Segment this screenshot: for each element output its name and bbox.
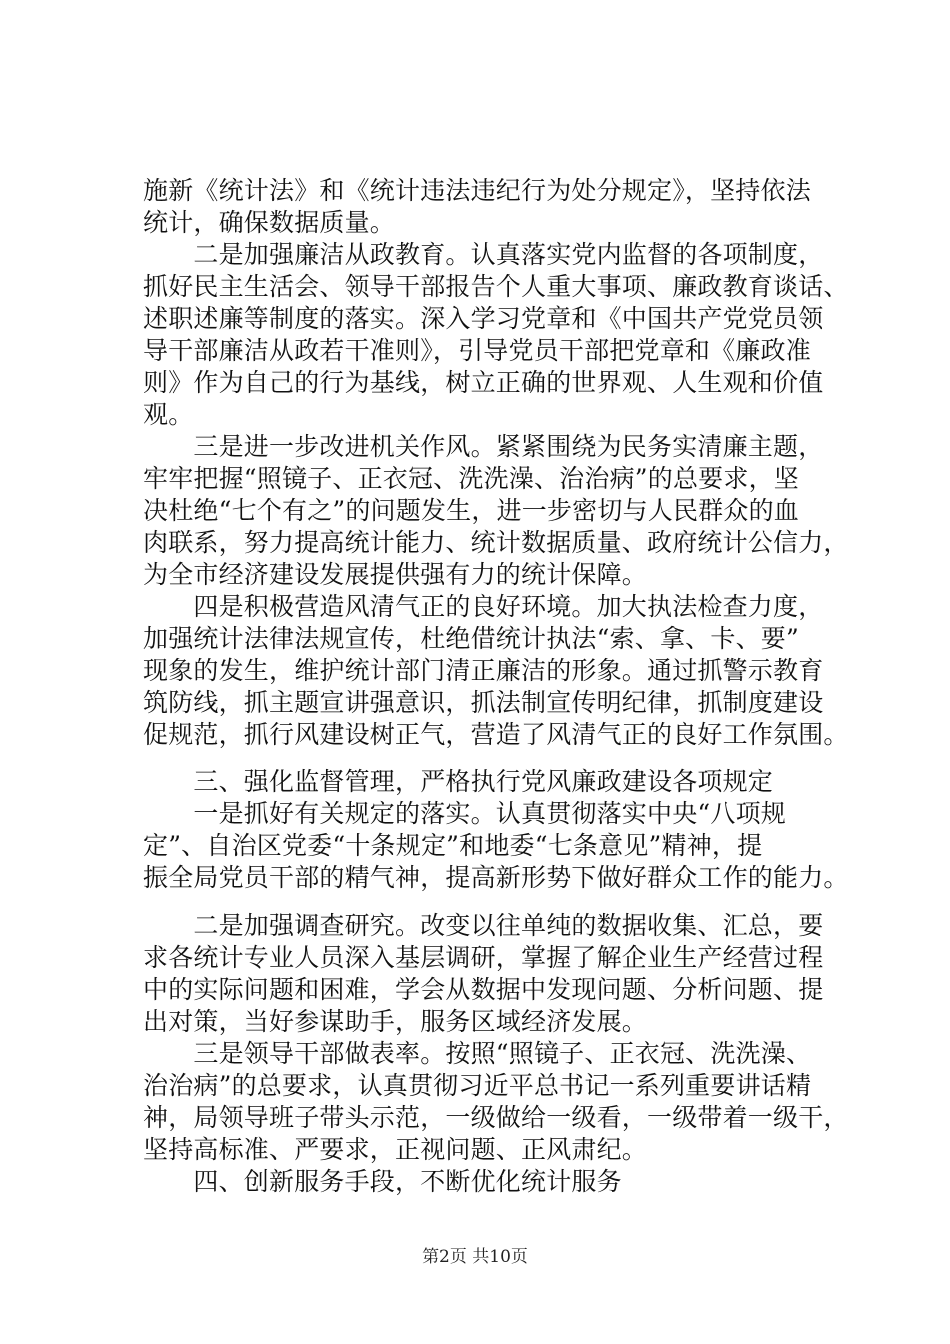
text-line: 为全市经济建设发展提供强有力的统计保障。	[143, 560, 648, 589]
text-line: 中的实际问题和困难，学会从数据中发现问题、分析问题、提	[143, 975, 824, 1004]
text-line: 三是进一步改进机关作风。紧紧围绕为民务实清廉主题，	[143, 432, 824, 461]
text-line: 振全局党员干部的精气神，提高新形势下做好群众工作的能力。	[143, 863, 849, 892]
text-line: 三是领导干部做表率。按照“照镜子、正衣冠、洗洗澡、	[143, 1039, 812, 1068]
text-line: 三、强化监督管理，严格执行党风廉政建设各项规定	[143, 767, 774, 796]
text-line: 出对策，当好参谋助手，服务区域经济发展。	[143, 1007, 648, 1036]
text-line: 治治病”的总要求，认真贯彻习近平总书记一系列重要讲话精	[143, 1071, 812, 1100]
text-line: 二是加强廉洁从政教育。认真落实党内监督的各项制度，	[143, 240, 824, 269]
text-line: 定”、自治区党委“十条规定”和地委“七条意见”精神，提	[143, 831, 763, 860]
text-line: 坚持高标准、严要求，正视问题、正风肃纪。	[143, 1135, 648, 1164]
text-line: 统计，确保数据质量。	[143, 208, 396, 237]
text-line: 抓好民主生活会、领导干部报告个人重大事项、廉政教育谈话、	[143, 272, 849, 301]
text-line: 述职述廉等制度的落实。深入学习党章和《中国共产党党员领	[143, 304, 824, 333]
text-line: 则》作为自己的行为基线，树立正确的世界观、人生观和价值	[143, 368, 824, 397]
text-line: 导干部廉洁从政若干准则》，引导党员干部把党章和《廉政准	[143, 336, 811, 365]
text-line: 现象的发生，维护统计部门清正廉洁的形象。通过抓警示教育	[143, 656, 824, 685]
text-line: 施新《统计法》和《统计违法违纪行为处分规定》，坚持依法	[143, 176, 811, 205]
text-line: 四是积极营造风清气正的良好环境。加大执法检查力度，	[143, 592, 824, 621]
text-line: 神，局领导班子带头示范，一级做给一级看，一级带着一级干，	[143, 1103, 849, 1132]
text-line: 促规范，抓行风建设树正气，营造了风清气正的良好工作氛围。	[143, 720, 849, 749]
text-line: 四、创新服务手段，不断优化统计服务	[143, 1167, 622, 1196]
text-line: 筑防线，抓主题宣讲强意识，抓法制宣传明纪律，抓制度建设	[143, 688, 824, 717]
text-line: 加强统计法律法规宣传，杜绝借统计执法“索、拿、卡、要”	[143, 624, 799, 653]
text-line: 一是抓好有关规定的落实。认真贯彻落实中央“八项规	[143, 799, 786, 828]
page-footer: 第2页 共10页	[422, 1247, 528, 1267]
text-line: 求各统计专业人员深入基层调研，掌握了解企业生产经营过程	[143, 943, 824, 972]
text-line: 决杜绝“七个有之”的问题发生，进一步密切与人民群众的血	[143, 496, 799, 525]
text-line: 二是加强调查研究。改变以往单纯的数据收集、汇总，要	[143, 911, 824, 940]
text-line: 牢牢把握“照镜子、正衣冠、洗洗澡、治治病”的总要求，坚	[143, 464, 799, 493]
text-line: 观。	[143, 400, 194, 429]
text-line: 肉联系，努力提高统计能力、统计数据质量、政府统计公信力，	[143, 528, 849, 557]
